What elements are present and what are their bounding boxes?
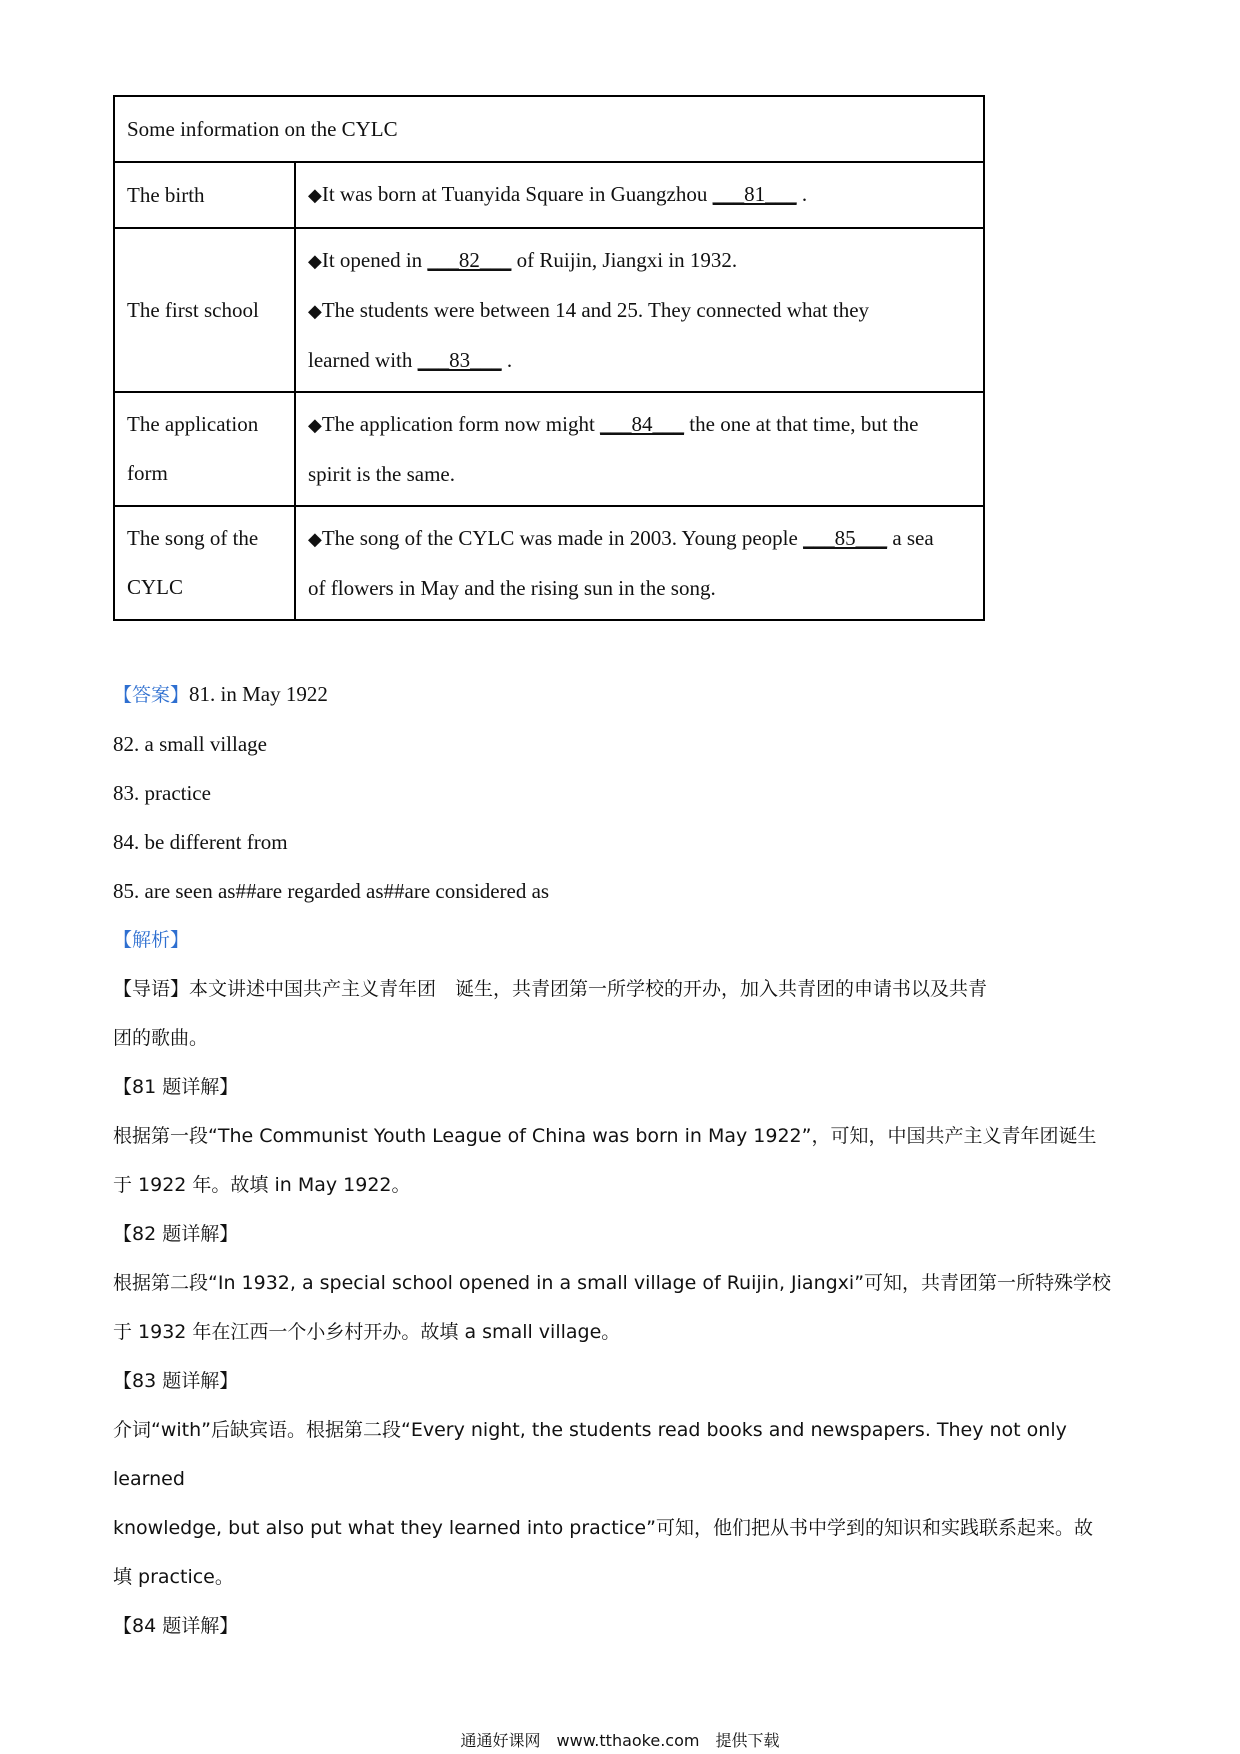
page-footer: 通通好课网 www.tthaoke.com 提供下载 — [460, 1731, 780, 1750]
table-row-form — [114, 392, 984, 506]
diamond-bullet-icon: ◆ — [308, 300, 322, 322]
blank-81: ___81___ — [712, 182, 797, 206]
q81-line-2: 于 1922 年。故填 in May 1922。 — [113, 1174, 411, 1196]
analysis-tag: 【解析】 — [113, 929, 190, 951]
answer-83: 83. practice — [113, 781, 211, 805]
answer-84: 84. be different from — [113, 830, 288, 854]
answer-section — [113, 670, 1133, 1651]
q83-line-3: 填 practice。 — [113, 1566, 234, 1588]
q83-heading: 【83 题详解】 — [113, 1370, 239, 1392]
blank-84: ___84___ — [600, 411, 685, 436]
blank-82: ___82___ — [427, 247, 512, 272]
q83-line-2: knowledge, but also put what they learned into practice”可知，他们把从书中学到的知识和实践联系起来。故 — [113, 1517, 1093, 1539]
q82-line-1: 根据第二段“In 1932, a special school opened in a small village of Ruijin, Jiangxi”可知，共青团第一所特殊学校 — [113, 1272, 1112, 1294]
row-content-form: ◆The application form now might ___84___ the one at that time, but the spirit is the same. — [295, 392, 984, 506]
q83-line-1: 介词“with”后缺宾语。根据第二段“Every night, the students read books and newspapers. They not only learned — [113, 1419, 1067, 1490]
diamond-bullet-icon: ◆ — [308, 414, 322, 436]
row-content-school: ◆It opened in ___82___ of Ruijin, Jiangxi in 1932. ◆The students were between 14 and 25. They connected what they learned with ___83___ . — [295, 228, 984, 392]
table-row-birth — [114, 162, 984, 228]
table-row-song — [114, 506, 984, 620]
row-label-form: The application form — [114, 392, 295, 506]
blank-83: ___83___ — [417, 347, 502, 372]
cylc-info-table — [113, 95, 985, 621]
q81-line-1: 根据第一段“The Communist Youth League of China was born in May 1922”，可知，中国共产主义青年团诞生 — [113, 1125, 1097, 1147]
q81-heading: 【81 题详解】 — [113, 1076, 239, 1098]
diamond-bullet-icon: ◆ — [308, 528, 322, 550]
q82-heading: 【82 题详解】 — [113, 1223, 239, 1245]
intro-line-1: 【导语】本文讲述中国共产主义青年团 诞生，共青团第一所学校的开办，加入共青团的申请书以及共青 — [113, 978, 988, 1000]
row-label-song: The song of the CYLC — [114, 506, 295, 620]
blank-85: ___85___ — [803, 525, 888, 550]
table-row-school — [114, 228, 984, 392]
row-label-school: The first school — [114, 228, 295, 392]
diamond-bullet-icon: ◆ — [308, 185, 322, 206]
q82-line-2: 于 1932 年在江西一个小乡村开办。故填 a small village。 — [113, 1321, 621, 1343]
table-title: Some information on the CYLC — [114, 96, 984, 162]
diamond-bullet-icon: ◆ — [308, 250, 322, 272]
row-label-birth: The birth — [114, 162, 295, 228]
row-content-song: ◆The song of the CYLC was made in 2003. Young people ___85___ a sea of flowers in May and the rising sun in the song. — [295, 506, 984, 620]
answer-tag: 【答案】 — [113, 684, 190, 706]
table-title-row — [114, 96, 984, 162]
answer-82: 82. a small village — [113, 732, 267, 756]
row-content-birth: ◆It was born at Tuanyida Square in Guangzhou ___81___ . — [295, 162, 984, 228]
q84-heading: 【84 题详解】 — [113, 1615, 239, 1637]
intro-line-2: 团的歌曲。 — [113, 1027, 209, 1049]
answer-85: 85. are seen as##are regarded as##are considered as — [113, 879, 550, 903]
answer-81: 【答案】81. in May 1922 — [113, 682, 328, 706]
